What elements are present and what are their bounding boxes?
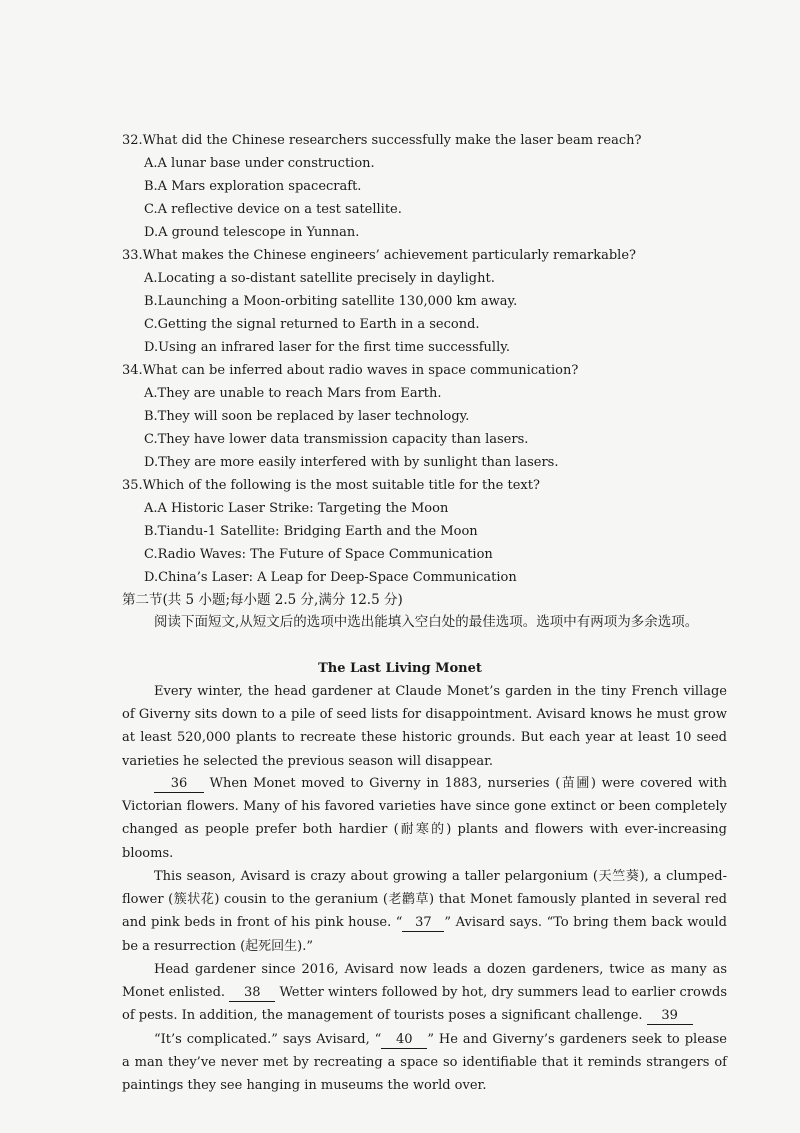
- question-32-stem: 32.What did the Chinese researchers successfully make the laser beam reach?: [122, 133, 642, 148]
- question-35-option-c: C.Radio Waves: The Future of Space Communication: [144, 547, 493, 562]
- passage-paragraph-4: Head gardener since 2016, Avisard now leads a dozen gardeners, twice as many as Monet enlisted. 38 Wetter winters followed by hot, dry summers lead to earlier crowds of pests. In addition, the management of tourists poses a significant challenge. 39: [122, 962, 727, 1024]
- question-35-option-b: B.Tiandu-1 Satellite: Bridging Earth and the Moon: [144, 524, 478, 539]
- question-33-option-c: C.Getting the signal returned to Earth in a second.: [144, 317, 480, 332]
- question-32-option-a: A.A lunar base under construction.: [144, 156, 375, 171]
- question-35-option-a: A.A Historic Laser Strike: Targeting the Moon: [144, 501, 449, 516]
- question-35-stem: 35.Which of the following is the most suitable title for the text?: [122, 478, 540, 493]
- passage-paragraph-2: 36 When Monet moved to Giverny in 1883, nurseries (苗圃) were covered with Victorian flowers. Many of his favored varieties have since gone extinct or been completely changed as people prefer both hardier (耐寒的) plants and flowers with ever-increasing blooms.: [122, 776, 727, 861]
- passage-paragraph-1: Every winter, the head gardener at Claude Monet’s garden in the tiny French village of Giverny sits down to a pile of seed lists for disappointment. Avisard knows he must grow at least 520,000 plants to recreate these historic grounds. But each year at least 10 seed varieties he selected the previous season will disappear.: [122, 684, 727, 769]
- question-34-option-c: C.They have lower data transmission capacity than lasers.: [144, 432, 529, 447]
- question-34-option-b: B.They will soon be replaced by laser technology.: [144, 409, 470, 424]
- question-32-option-b: B.A Mars exploration spacecraft.: [144, 179, 362, 194]
- section-heading: 第二节(共 5 小题;每小题 2.5 分,满分 12.5 分): [122, 592, 403, 608]
- question-33-stem: 33.What makes the Chinese engineers’ achievement particularly remarkable?: [122, 248, 636, 263]
- question-33-option-b: B.Launching a Moon-orbiting satellite 130,000 km away.: [144, 294, 518, 309]
- question-33-option-d: D.Using an infrared laser for the first time successfully.: [144, 340, 510, 355]
- question-33-option-a: A.Locating a so-distant satellite precisely in daylight.: [144, 271, 495, 286]
- question-34-stem: 34.What can be inferred about radio waves in space communication?: [122, 363, 579, 378]
- blank-39[interactable]: 39: [647, 1007, 693, 1025]
- blank-40[interactable]: 40: [381, 1031, 427, 1049]
- question-32-option-c: C.A reflective device on a test satellite.: [144, 202, 402, 217]
- passage-paragraph-3: This season, Avisard is crazy about growing a taller pelargonium (天竺葵), a clumped-flower (簇状花) cousin to the geranium (老鹳草) that Monet famously planted in several red and pink beds in front of his pink house. “ 37 ” Avisard says. “To bring them back would be a resurrection (起死回生).”: [122, 869, 728, 954]
- question-32-option-d: D.A ground telescope in Yunnan.: [144, 225, 360, 240]
- blank-37[interactable]: 37: [402, 914, 444, 932]
- section-instruction: 阅读下面短文,从短文后的选项中选出能填入空白处的最佳选项。选项中有两项为多余选项。: [154, 614, 699, 630]
- blank-36[interactable]: 36: [154, 775, 204, 793]
- question-35-option-d: D.China’s Laser: A Leap for Deep-Space Communication: [144, 570, 517, 585]
- question-34-option-a: A.They are unable to reach Mars from Earth.: [144, 386, 442, 401]
- passage-paragraph-5: “It’s complicated.” says Avisard, “ 40 ” He and Giverny’s gardeners seek to please a man they’ve never met by recreating a space so identifiable that it reminds strangers of paintings they see hanging in museums the world over.: [122, 1032, 727, 1094]
- blank-38[interactable]: 38: [229, 984, 275, 1002]
- passage-title: The Last Living Monet: [318, 661, 482, 676]
- question-34-option-d: D.They are more easily interfered with by sunlight than lasers.: [144, 455, 559, 470]
